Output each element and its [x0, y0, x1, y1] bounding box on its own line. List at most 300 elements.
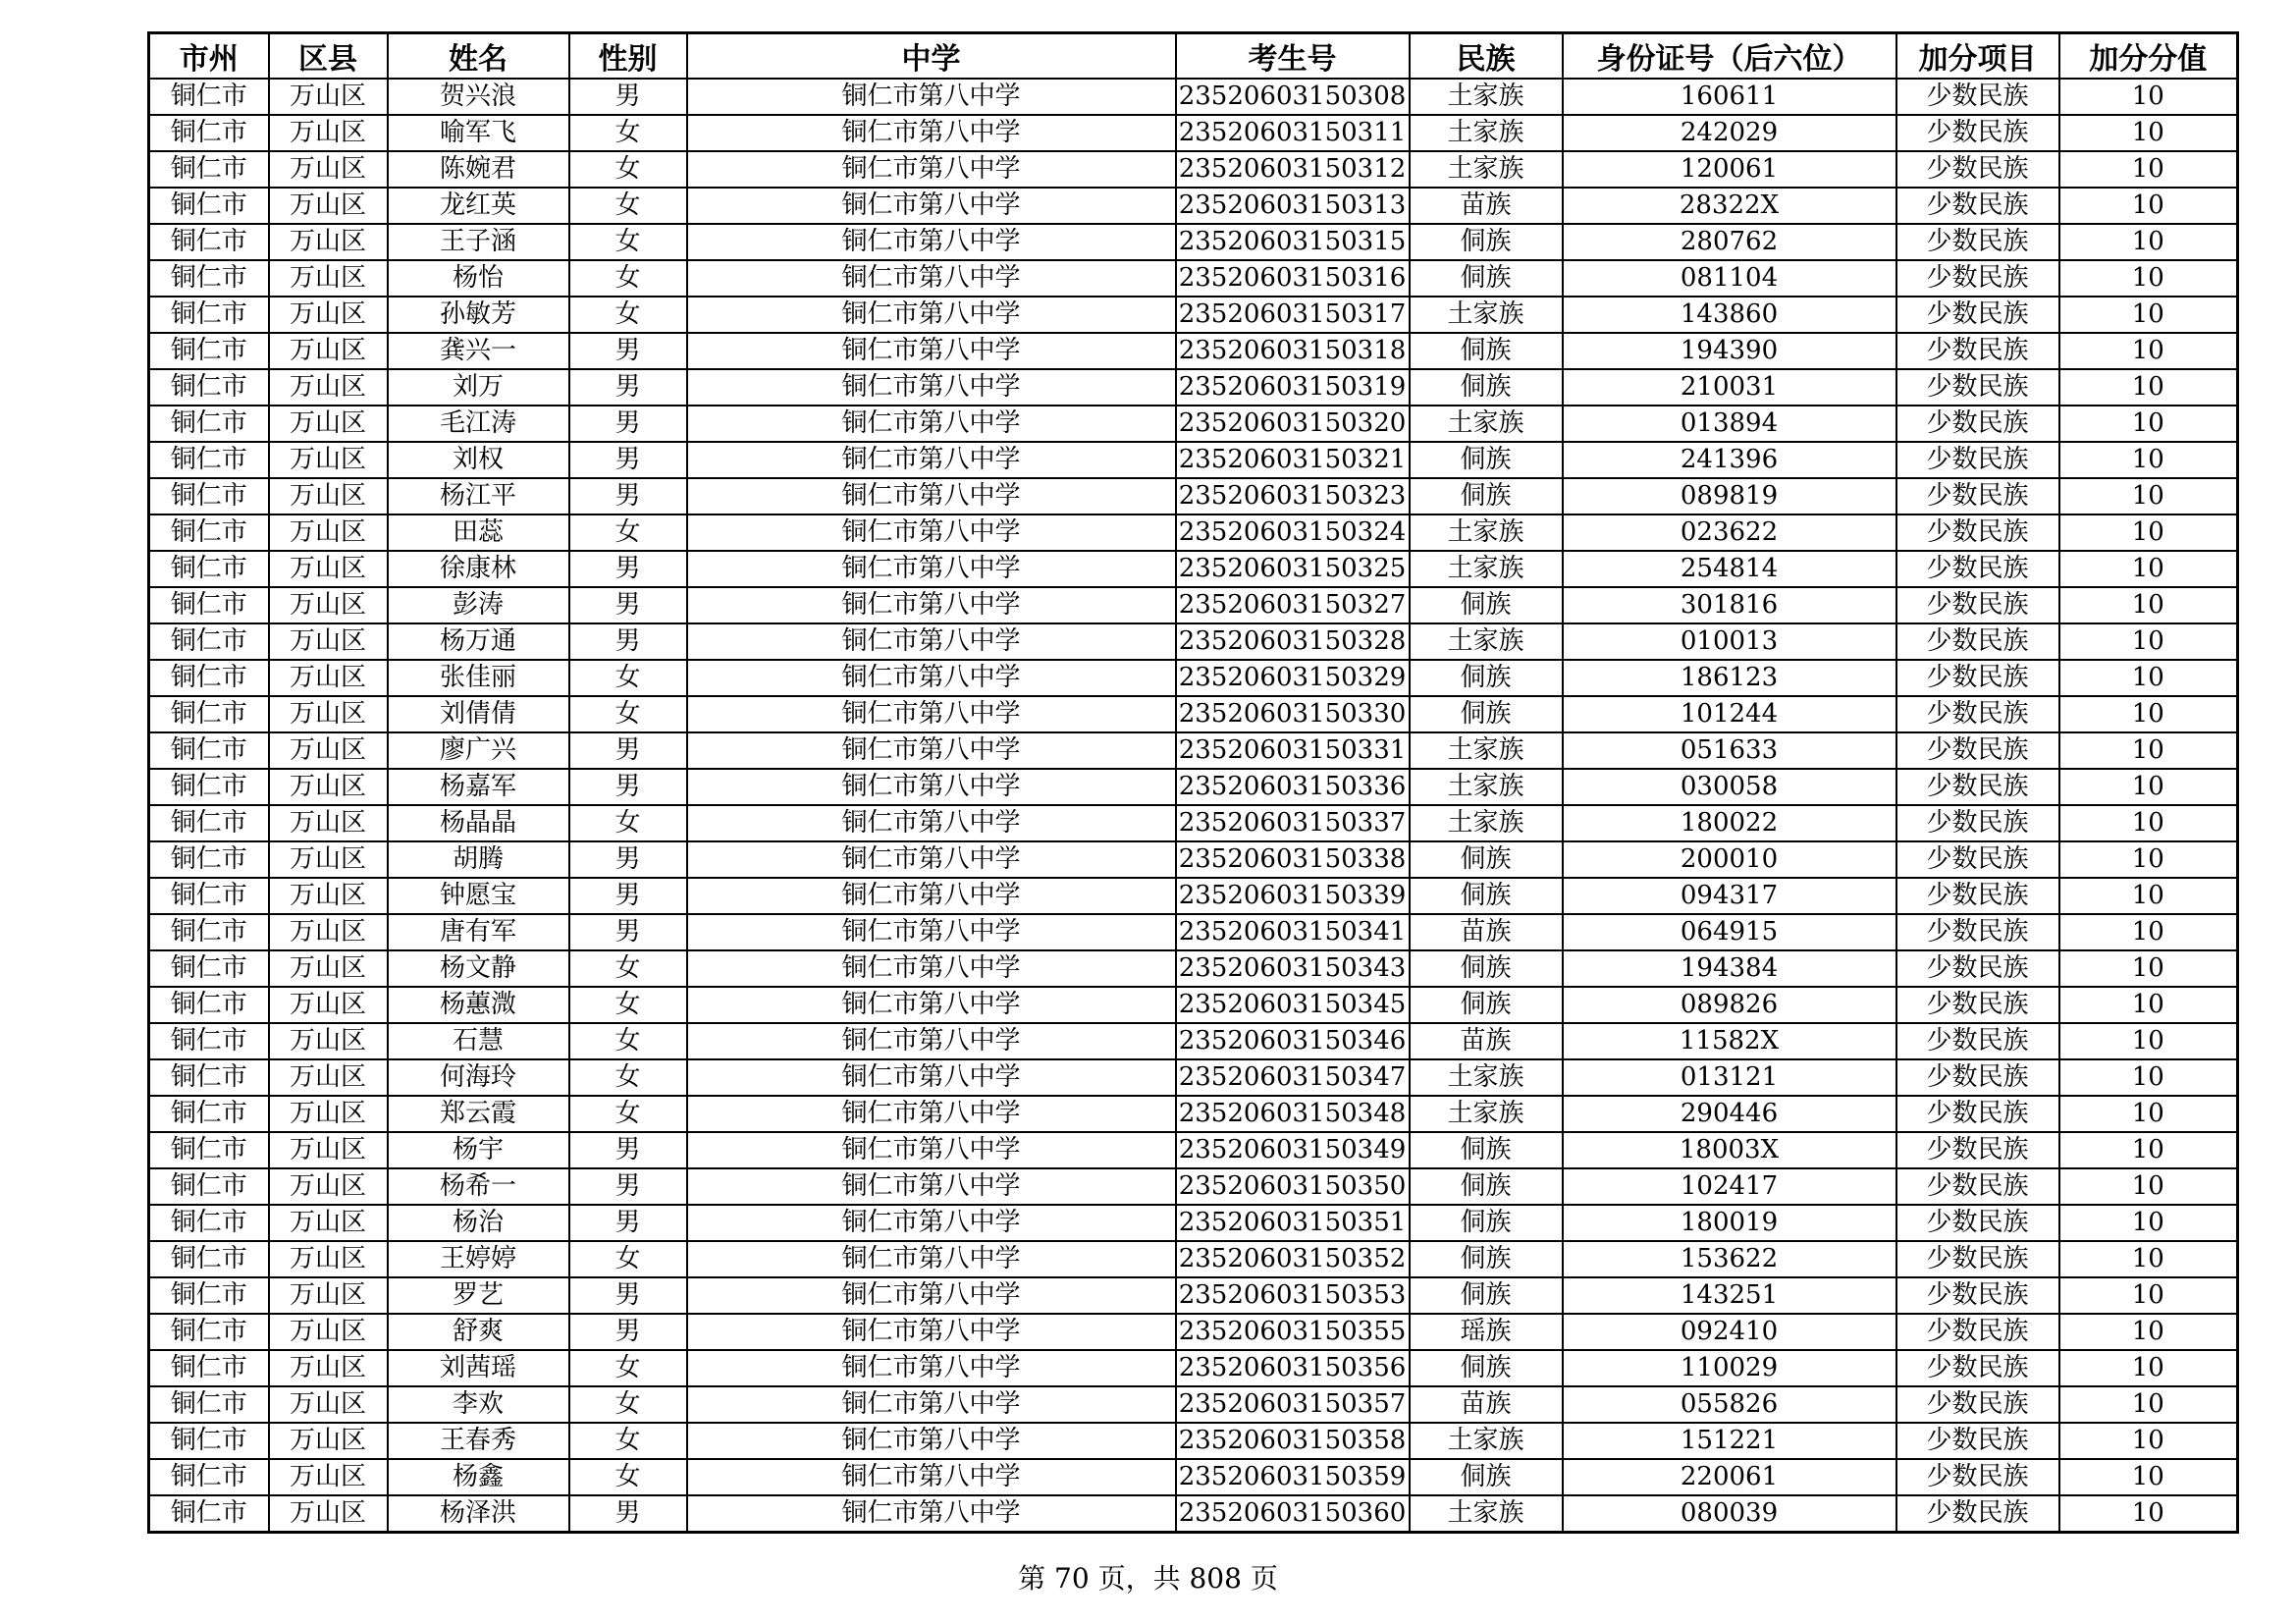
- bonus-item-cell: 少数民族: [1896, 260, 2059, 297]
- school-cell: 铜仁市第八中学: [687, 587, 1176, 623]
- table-row: [149, 260, 2238, 297]
- bonus-value-cell: 10: [2059, 1495, 2238, 1533]
- exam-number-cell: 23520603150355: [1176, 1314, 1410, 1350]
- district-cell: 万山区: [269, 1350, 388, 1386]
- school-cell: 铜仁市第八中学: [687, 878, 1176, 914]
- bonus-value-cell: 10: [2059, 1168, 2238, 1205]
- col-header-name: 姓名: [388, 33, 569, 80]
- gender-cell: 男: [569, 442, 687, 478]
- bonus-value-cell: 10: [2059, 1314, 2238, 1350]
- city-cell: 铜仁市: [149, 1423, 269, 1459]
- school-cell: 铜仁市第八中学: [687, 1314, 1176, 1350]
- city-cell: 铜仁市: [149, 805, 269, 841]
- exam-number-cell: 23520603150331: [1176, 732, 1410, 769]
- gender-cell: 男: [569, 623, 687, 660]
- bonus-points-table: [147, 31, 2239, 1534]
- bonus-item-cell: 少数民族: [1896, 660, 2059, 696]
- gender-cell: 男: [569, 841, 687, 878]
- school-cell: 铜仁市第八中学: [687, 1277, 1176, 1314]
- table-row: [149, 1495, 2238, 1533]
- id-last-six-cell: 092410: [1563, 1314, 1896, 1350]
- ethnicity-cell: 土家族: [1410, 623, 1563, 660]
- exam-number-cell: 23520603150308: [1176, 79, 1410, 115]
- id-last-six-cell: 101244: [1563, 696, 1896, 732]
- table-row: [149, 1314, 2238, 1350]
- gender-cell: 男: [569, 1495, 687, 1533]
- table-row: [149, 1023, 2238, 1059]
- bonus-item-cell: 少数民族: [1896, 1241, 2059, 1277]
- id-last-six-cell: 242029: [1563, 115, 1896, 151]
- bonus-value-cell: 10: [2059, 514, 2238, 551]
- name-cell: 刘万: [388, 369, 569, 406]
- bonus-value-cell: 10: [2059, 987, 2238, 1023]
- exam-number-cell: 23520603150343: [1176, 950, 1410, 987]
- bonus-item-cell: 少数民族: [1896, 478, 2059, 514]
- school-cell: 铜仁市第八中学: [687, 369, 1176, 406]
- bonus-value-cell: 10: [2059, 79, 2238, 115]
- table-row: [149, 224, 2238, 260]
- exam-number-cell: 23520603150318: [1176, 333, 1410, 369]
- gender-cell: 男: [569, 587, 687, 623]
- bonus-item-cell: 少数民族: [1896, 623, 2059, 660]
- name-cell: 杨嘉军: [388, 769, 569, 805]
- exam-number-cell: 23520603150317: [1176, 297, 1410, 333]
- city-cell: 铜仁市: [149, 1386, 269, 1423]
- city-cell: 铜仁市: [149, 115, 269, 151]
- school-cell: 铜仁市第八中学: [687, 478, 1176, 514]
- exam-number-cell: 23520603150351: [1176, 1205, 1410, 1241]
- bonus-value-cell: 10: [2059, 551, 2238, 587]
- bonus-value-cell: 10: [2059, 914, 2238, 950]
- bonus-item-cell: 少数民族: [1896, 805, 2059, 841]
- district-cell: 万山区: [269, 1459, 388, 1495]
- name-cell: 杨江平: [388, 478, 569, 514]
- name-cell: 杨治: [388, 1205, 569, 1241]
- city-cell: 铜仁市: [149, 551, 269, 587]
- school-cell: 铜仁市第八中学: [687, 1386, 1176, 1423]
- id-last-six-cell: 094317: [1563, 878, 1896, 914]
- table-row: [149, 878, 2238, 914]
- table-row: [149, 987, 2238, 1023]
- bonus-value-cell: 10: [2059, 732, 2238, 769]
- city-cell: 铜仁市: [149, 151, 269, 188]
- school-cell: 铜仁市第八中学: [687, 551, 1176, 587]
- name-cell: 杨希一: [388, 1168, 569, 1205]
- id-last-six-cell: 013894: [1563, 406, 1896, 442]
- bonus-item-cell: 少数民族: [1896, 406, 2059, 442]
- id-last-six-cell: 051633: [1563, 732, 1896, 769]
- exam-number-cell: 23520603150360: [1176, 1495, 1410, 1533]
- bonus-item-cell: 少数民族: [1896, 1277, 2059, 1314]
- id-last-six-cell: 301816: [1563, 587, 1896, 623]
- name-cell: 龚兴一: [388, 333, 569, 369]
- ethnicity-cell: 土家族: [1410, 514, 1563, 551]
- name-cell: 胡腾: [388, 841, 569, 878]
- district-cell: 万山区: [269, 442, 388, 478]
- page-number-label: 第 70 页，共 808 页: [1018, 1562, 1278, 1595]
- id-last-six-cell: 143860: [1563, 297, 1896, 333]
- ethnicity-cell: 侗族: [1410, 987, 1563, 1023]
- ethnicity-cell: 瑶族: [1410, 1314, 1563, 1350]
- bonus-value-cell: 10: [2059, 224, 2238, 260]
- district-cell: 万山区: [269, 551, 388, 587]
- district-cell: 万山区: [269, 660, 388, 696]
- district-cell: 万山区: [269, 1096, 388, 1132]
- bonus-item-cell: 少数民族: [1896, 878, 2059, 914]
- ethnicity-cell: 土家族: [1410, 1495, 1563, 1533]
- gender-cell: 女: [569, 1023, 687, 1059]
- name-cell: 廖广兴: [388, 732, 569, 769]
- gender-cell: 女: [569, 297, 687, 333]
- district-cell: 万山区: [269, 333, 388, 369]
- id-last-six-cell: 180022: [1563, 805, 1896, 841]
- gender-cell: 女: [569, 1459, 687, 1495]
- bonus-value-cell: 10: [2059, 260, 2238, 297]
- ethnicity-cell: 侗族: [1410, 369, 1563, 406]
- school-cell: 铜仁市第八中学: [687, 914, 1176, 950]
- name-cell: 钟愿宝: [388, 878, 569, 914]
- bonus-item-cell: 少数民族: [1896, 1096, 2059, 1132]
- ethnicity-cell: 苗族: [1410, 914, 1563, 950]
- city-cell: 铜仁市: [149, 1205, 269, 1241]
- school-cell: 铜仁市第八中学: [687, 442, 1176, 478]
- city-cell: 铜仁市: [149, 369, 269, 406]
- gender-cell: 女: [569, 115, 687, 151]
- table-row: [149, 1277, 2238, 1314]
- district-cell: 万山区: [269, 79, 388, 115]
- district-cell: 万山区: [269, 260, 388, 297]
- exam-number-cell: 23520603150339: [1176, 878, 1410, 914]
- ethnicity-cell: 侗族: [1410, 1168, 1563, 1205]
- id-last-six-cell: 186123: [1563, 660, 1896, 696]
- district-cell: 万山区: [269, 732, 388, 769]
- ethnicity-cell: 侗族: [1410, 696, 1563, 732]
- id-last-six-cell: 013121: [1563, 1059, 1896, 1096]
- bonus-value-cell: 10: [2059, 805, 2238, 841]
- bonus-value-cell: 10: [2059, 878, 2238, 914]
- ethnicity-cell: 侗族: [1410, 660, 1563, 696]
- id-last-six-cell: 089819: [1563, 478, 1896, 514]
- exam-number-cell: 23520603150319: [1176, 369, 1410, 406]
- city-cell: 铜仁市: [149, 442, 269, 478]
- name-cell: 王子涵: [388, 224, 569, 260]
- district-cell: 万山区: [269, 914, 388, 950]
- col-header-exam-number: 考生号: [1176, 33, 1410, 80]
- gender-cell: 男: [569, 369, 687, 406]
- city-cell: 铜仁市: [149, 660, 269, 696]
- name-cell: 彭涛: [388, 587, 569, 623]
- ethnicity-cell: 土家族: [1410, 115, 1563, 151]
- table-row: [149, 188, 2238, 224]
- id-last-six-cell: 290446: [1563, 1096, 1896, 1132]
- city-cell: 铜仁市: [149, 1459, 269, 1495]
- gender-cell: 男: [569, 1132, 687, 1168]
- district-cell: 万山区: [269, 115, 388, 151]
- id-last-six-cell: 081104: [1563, 260, 1896, 297]
- ethnicity-cell: 侗族: [1410, 1241, 1563, 1277]
- bonus-value-cell: 10: [2059, 587, 2238, 623]
- table-row: [149, 841, 2238, 878]
- id-last-six-cell: 210031: [1563, 369, 1896, 406]
- gender-cell: 女: [569, 224, 687, 260]
- id-last-six-cell: 220061: [1563, 1459, 1896, 1495]
- id-last-six-cell: 143251: [1563, 1277, 1896, 1314]
- city-cell: 铜仁市: [149, 1350, 269, 1386]
- ethnicity-cell: 侗族: [1410, 878, 1563, 914]
- exam-number-cell: 23520603150353: [1176, 1277, 1410, 1314]
- bonus-item-cell: 少数民族: [1896, 1314, 2059, 1350]
- name-cell: 杨怡: [388, 260, 569, 297]
- bonus-item-cell: 少数民族: [1896, 841, 2059, 878]
- table-row: [149, 1459, 2238, 1495]
- table-row: [149, 805, 2238, 841]
- id-last-six-cell: 28322X: [1563, 188, 1896, 224]
- id-last-six-cell: 153622: [1563, 1241, 1896, 1277]
- school-cell: 铜仁市第八中学: [687, 1350, 1176, 1386]
- table-row: [149, 1205, 2238, 1241]
- school-cell: 铜仁市第八中学: [687, 406, 1176, 442]
- gender-cell: 女: [569, 1350, 687, 1386]
- city-cell: 铜仁市: [149, 987, 269, 1023]
- gender-cell: 女: [569, 1241, 687, 1277]
- gender-cell: 男: [569, 1205, 687, 1241]
- name-cell: 王婷婷: [388, 1241, 569, 1277]
- school-cell: 铜仁市第八中学: [687, 623, 1176, 660]
- name-cell: 杨晶晶: [388, 805, 569, 841]
- exam-number-cell: 23520603150330: [1176, 696, 1410, 732]
- ethnicity-cell: 侗族: [1410, 950, 1563, 987]
- school-cell: 铜仁市第八中学: [687, 987, 1176, 1023]
- bonus-value-cell: 10: [2059, 1096, 2238, 1132]
- ethnicity-cell: 侗族: [1410, 1132, 1563, 1168]
- table-row: [149, 79, 2238, 115]
- bonus-item-cell: 少数民族: [1896, 333, 2059, 369]
- ethnicity-cell: 土家族: [1410, 1423, 1563, 1459]
- bonus-value-cell: 10: [2059, 1241, 2238, 1277]
- page-footer: [0, 1561, 2296, 1597]
- district-cell: 万山区: [269, 1168, 388, 1205]
- school-cell: 铜仁市第八中学: [687, 224, 1176, 260]
- name-cell: 杨泽洪: [388, 1495, 569, 1533]
- ethnicity-cell: 土家族: [1410, 79, 1563, 115]
- city-cell: 铜仁市: [149, 1132, 269, 1168]
- district-cell: 万山区: [269, 587, 388, 623]
- bonus-item-cell: 少数民族: [1896, 914, 2059, 950]
- id-last-six-cell: 010013: [1563, 623, 1896, 660]
- name-cell: 徐康林: [388, 551, 569, 587]
- city-cell: 铜仁市: [149, 950, 269, 987]
- exam-number-cell: 23520603150313: [1176, 188, 1410, 224]
- table-row: [149, 297, 2238, 333]
- col-header-district: 区县: [269, 33, 388, 80]
- exam-number-cell: 23520603150315: [1176, 224, 1410, 260]
- name-cell: 张佳丽: [388, 660, 569, 696]
- district-cell: 万山区: [269, 188, 388, 224]
- id-last-six-cell: 023622: [1563, 514, 1896, 551]
- school-cell: 铜仁市第八中学: [687, 1241, 1176, 1277]
- id-last-six-cell: 055826: [1563, 1386, 1896, 1423]
- ethnicity-cell: 苗族: [1410, 1386, 1563, 1423]
- district-cell: 万山区: [269, 369, 388, 406]
- city-cell: 铜仁市: [149, 696, 269, 732]
- bonus-value-cell: 10: [2059, 623, 2238, 660]
- exam-number-cell: 23520603150341: [1176, 914, 1410, 950]
- school-cell: 铜仁市第八中学: [687, 1495, 1176, 1533]
- exam-number-cell: 23520603150357: [1176, 1386, 1410, 1423]
- id-last-six-cell: 120061: [1563, 151, 1896, 188]
- name-cell: 石慧: [388, 1023, 569, 1059]
- gender-cell: 女: [569, 1423, 687, 1459]
- exam-number-cell: 23520603150358: [1176, 1423, 1410, 1459]
- table-row: [149, 623, 2238, 660]
- name-cell: 毛江涛: [388, 406, 569, 442]
- table-row: [149, 1132, 2238, 1168]
- table-row: [149, 1386, 2238, 1423]
- city-cell: 铜仁市: [149, 878, 269, 914]
- ethnicity-cell: 土家族: [1410, 151, 1563, 188]
- bonus-value-cell: 10: [2059, 406, 2238, 442]
- gender-cell: 男: [569, 878, 687, 914]
- id-last-six-cell: 241396: [1563, 442, 1896, 478]
- exam-number-cell: 23520603150336: [1176, 769, 1410, 805]
- school-cell: 铜仁市第八中学: [687, 805, 1176, 841]
- ethnicity-cell: 侗族: [1410, 1277, 1563, 1314]
- bonus-value-cell: 10: [2059, 1350, 2238, 1386]
- city-cell: 铜仁市: [149, 1059, 269, 1096]
- col-header-ethnicity: 民族: [1410, 33, 1563, 80]
- city-cell: 铜仁市: [149, 1168, 269, 1205]
- col-header-school: 中学: [687, 33, 1176, 80]
- col-header-id-last-six: 身份证号（后六位）: [1563, 33, 1896, 80]
- name-cell: 郑云霞: [388, 1096, 569, 1132]
- table-body: [149, 79, 2238, 1533]
- bonus-item-cell: 少数民族: [1896, 151, 2059, 188]
- exam-number-cell: 23520603150329: [1176, 660, 1410, 696]
- id-last-six-cell: 102417: [1563, 1168, 1896, 1205]
- exam-number-cell: 23520603150352: [1176, 1241, 1410, 1277]
- table-row: [149, 1350, 2238, 1386]
- city-cell: 铜仁市: [149, 478, 269, 514]
- gender-cell: 男: [569, 406, 687, 442]
- ethnicity-cell: 侗族: [1410, 442, 1563, 478]
- id-last-six-cell: 080039: [1563, 1495, 1896, 1533]
- exam-number-cell: 23520603150316: [1176, 260, 1410, 297]
- city-cell: 铜仁市: [149, 1277, 269, 1314]
- ethnicity-cell: 侗族: [1410, 587, 1563, 623]
- school-cell: 铜仁市第八中学: [687, 950, 1176, 987]
- bonus-item-cell: 少数民族: [1896, 297, 2059, 333]
- bonus-item-cell: 少数民族: [1896, 1386, 2059, 1423]
- district-cell: 万山区: [269, 1241, 388, 1277]
- district-cell: 万山区: [269, 1059, 388, 1096]
- name-cell: 杨万通: [388, 623, 569, 660]
- district-cell: 万山区: [269, 151, 388, 188]
- school-cell: 铜仁市第八中学: [687, 1059, 1176, 1096]
- bonus-value-cell: 10: [2059, 1423, 2238, 1459]
- school-cell: 铜仁市第八中学: [687, 188, 1176, 224]
- header-row: [149, 33, 2238, 80]
- gender-cell: 女: [569, 260, 687, 297]
- bonus-item-cell: 少数民族: [1896, 514, 2059, 551]
- city-cell: 铜仁市: [149, 188, 269, 224]
- name-cell: 杨蕙溦: [388, 987, 569, 1023]
- school-cell: 铜仁市第八中学: [687, 514, 1176, 551]
- district-cell: 万山区: [269, 696, 388, 732]
- gender-cell: 女: [569, 805, 687, 841]
- ethnicity-cell: 侗族: [1410, 1350, 1563, 1386]
- district-cell: 万山区: [269, 1277, 388, 1314]
- bonus-value-cell: 10: [2059, 1277, 2238, 1314]
- school-cell: 铜仁市第八中学: [687, 732, 1176, 769]
- ethnicity-cell: 土家族: [1410, 732, 1563, 769]
- district-cell: 万山区: [269, 1495, 388, 1533]
- ethnicity-cell: 苗族: [1410, 1023, 1563, 1059]
- school-cell: 铜仁市第八中学: [687, 151, 1176, 188]
- district-cell: 万山区: [269, 1423, 388, 1459]
- city-cell: 铜仁市: [149, 1495, 269, 1533]
- bonus-value-cell: 10: [2059, 1132, 2238, 1168]
- table-row: [149, 333, 2238, 369]
- ethnicity-cell: 侗族: [1410, 224, 1563, 260]
- exam-number-cell: 23520603150356: [1176, 1350, 1410, 1386]
- name-cell: 龙红英: [388, 188, 569, 224]
- ethnicity-cell: 侗族: [1410, 1205, 1563, 1241]
- exam-number-cell: 23520603150345: [1176, 987, 1410, 1023]
- exam-number-cell: 23520603150349: [1176, 1132, 1410, 1168]
- table-row: [149, 369, 2238, 406]
- school-cell: 铜仁市第八中学: [687, 769, 1176, 805]
- gender-cell: 女: [569, 514, 687, 551]
- bonus-item-cell: 少数民族: [1896, 188, 2059, 224]
- name-cell: 何海玲: [388, 1059, 569, 1096]
- id-last-six-cell: 064915: [1563, 914, 1896, 950]
- school-cell: 铜仁市第八中学: [687, 333, 1176, 369]
- id-last-six-cell: 160611: [1563, 79, 1896, 115]
- school-cell: 铜仁市第八中学: [687, 1423, 1176, 1459]
- district-cell: 万山区: [269, 514, 388, 551]
- bonus-value-cell: 10: [2059, 297, 2238, 333]
- school-cell: 铜仁市第八中学: [687, 841, 1176, 878]
- ethnicity-cell: 侗族: [1410, 841, 1563, 878]
- bonus-item-cell: 少数民族: [1896, 769, 2059, 805]
- table-row: [149, 769, 2238, 805]
- table-row: [149, 950, 2238, 987]
- bonus-item-cell: 少数民族: [1896, 551, 2059, 587]
- city-cell: 铜仁市: [149, 297, 269, 333]
- district-cell: 万山区: [269, 987, 388, 1023]
- bonus-item-cell: 少数民族: [1896, 1350, 2059, 1386]
- bonus-value-cell: 10: [2059, 333, 2238, 369]
- city-cell: 铜仁市: [149, 623, 269, 660]
- name-cell: 王春秀: [388, 1423, 569, 1459]
- ethnicity-cell: 土家族: [1410, 551, 1563, 587]
- table-row: [149, 151, 2238, 188]
- bonus-value-cell: 10: [2059, 1059, 2238, 1096]
- city-cell: 铜仁市: [149, 841, 269, 878]
- ethnicity-cell: 苗族: [1410, 188, 1563, 224]
- bonus-item-cell: 少数民族: [1896, 696, 2059, 732]
- school-cell: 铜仁市第八中学: [687, 1023, 1176, 1059]
- col-header-city: 市州: [149, 33, 269, 80]
- col-header-bonus-value: 加分分值: [2059, 33, 2238, 80]
- name-cell: 李欢: [388, 1386, 569, 1423]
- bonus-item-cell: 少数民族: [1896, 115, 2059, 151]
- name-cell: 刘倩倩: [388, 696, 569, 732]
- ethnicity-cell: 土家族: [1410, 406, 1563, 442]
- district-cell: 万山区: [269, 1314, 388, 1350]
- gender-cell: 男: [569, 732, 687, 769]
- id-last-six-cell: 11582X: [1563, 1023, 1896, 1059]
